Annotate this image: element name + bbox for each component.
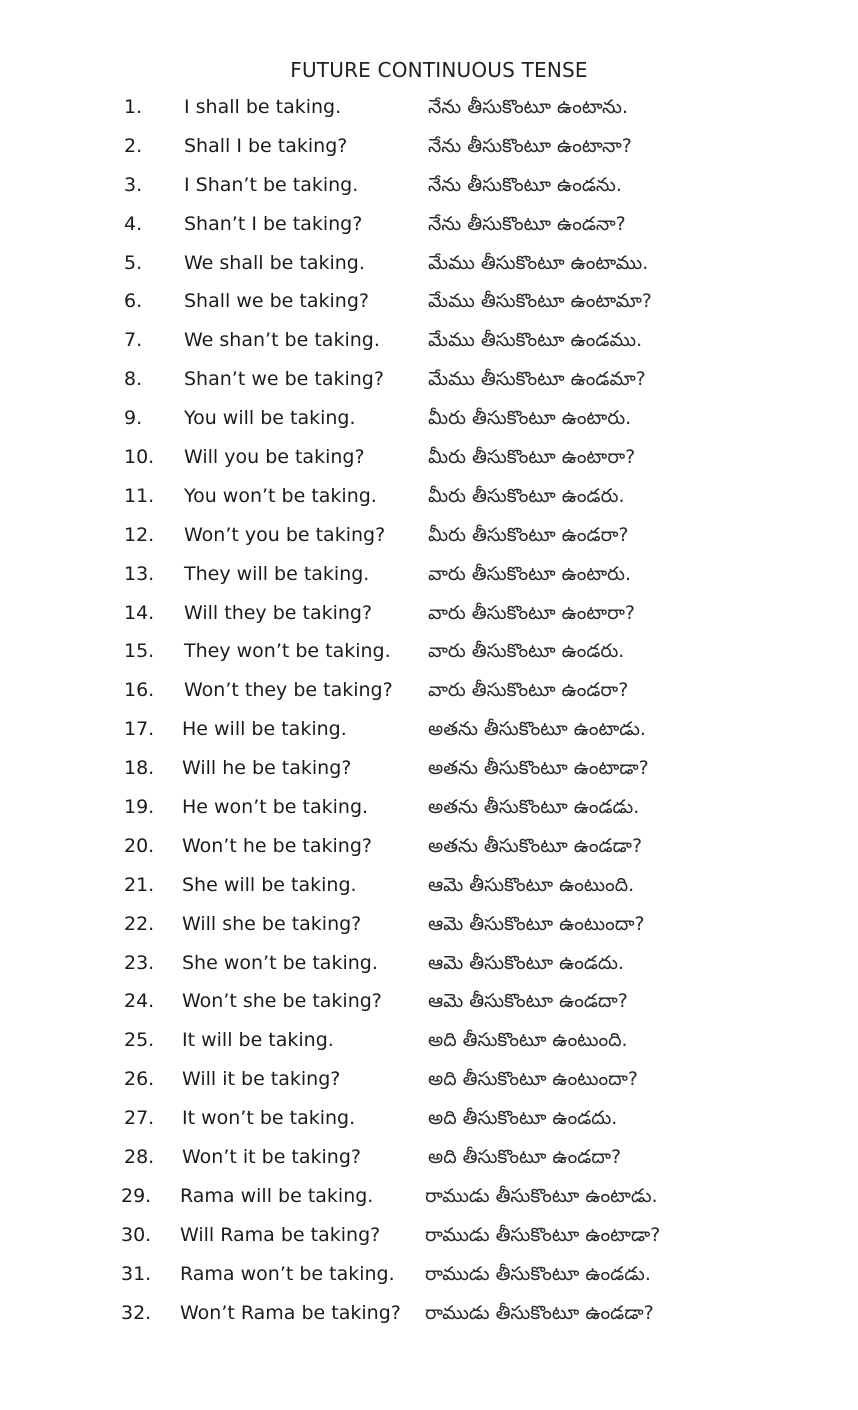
telugu-translation: అతను తీసుకొంటూ ఉంటాడా? <box>428 757 649 780</box>
item-number: 5. <box>124 251 143 274</box>
telugu-translation: మేము తీసుకొంటూ ఉండము. <box>428 329 643 352</box>
telugu-translation: ఆమె తీసుకొంటూ ఉండదు. <box>428 951 624 974</box>
item-number: 11. <box>124 484 155 507</box>
english-sentence: Won’t you be taking? <box>184 523 386 546</box>
item-number: 9. <box>124 407 143 430</box>
item-number: 21. <box>124 873 155 896</box>
list-item <box>0 205 858 244</box>
item-number: 29. <box>121 1184 152 1207</box>
list-item <box>0 594 858 633</box>
list-item <box>0 827 858 866</box>
item-number: 17. <box>124 718 155 741</box>
item-number: 15. <box>124 640 155 663</box>
english-sentence: Shall I be taking? <box>184 134 348 157</box>
telugu-translation: నేను తీసుకొంటూ ఉండను. <box>428 173 622 196</box>
item-number: 26. <box>124 1068 155 1091</box>
english-sentence: You won’t be taking. <box>184 484 377 507</box>
list-item <box>0 1216 858 1255</box>
telugu-translation: నేను తీసుకొంటూ ఉంటానా? <box>428 134 632 157</box>
item-number: 32. <box>121 1301 152 1324</box>
list-item <box>0 555 858 594</box>
list-item <box>0 516 858 555</box>
list-item <box>0 749 858 788</box>
item-number: 25. <box>124 1029 155 1052</box>
item-number: 3. <box>124 173 143 196</box>
list-item <box>0 1138 858 1177</box>
item-number: 30. <box>121 1223 152 1246</box>
list-item <box>0 360 858 399</box>
english-sentence: We shan’t be taking. <box>184 329 380 352</box>
telugu-translation: వారు తీసుకొంటూ ఉండరా? <box>428 679 629 702</box>
page-title: FUTURE CONTINUOUS TENSE <box>290 58 588 82</box>
item-number: 6. <box>124 290 143 313</box>
english-sentence: They will be taking. <box>184 562 370 585</box>
item-number: 16. <box>124 679 155 702</box>
list-item <box>0 127 858 166</box>
telugu-translation: అతను తీసుకొంటూ ఉండడా? <box>428 834 643 857</box>
english-sentence: Shan’t we be taking? <box>184 368 384 391</box>
english-sentence: Shall we be taking? <box>184 290 369 313</box>
item-number: 7. <box>124 329 143 352</box>
list-item <box>0 1099 858 1138</box>
list-item <box>0 671 858 710</box>
item-number: 1. <box>124 96 143 118</box>
telugu-translation: నేను తీసుకొంటూ ఉండనా? <box>428 212 626 235</box>
item-number: 14. <box>124 601 155 624</box>
list-item <box>0 88 858 127</box>
list-item <box>0 632 858 671</box>
telugu-translation: మేము తీసుకొంటూ ఉంటామా? <box>428 290 652 313</box>
english-sentence: Will Rama be taking? <box>180 1223 381 1246</box>
telugu-translation: రాముడు తీసుకొంటూ ఉండడా? <box>425 1301 654 1324</box>
list-item <box>0 1021 858 1060</box>
item-number: 10. <box>124 446 155 469</box>
telugu-translation: ఆమె తీసుకొంటూ ఉంటుందా? <box>428 912 645 935</box>
english-sentence: Won’t it be taking? <box>182 1146 361 1169</box>
english-sentence: He will be taking. <box>182 718 347 741</box>
item-number: 20. <box>124 834 155 857</box>
telugu-translation: అది తీసుకొంటూ ఉంటుందా? <box>428 1068 638 1091</box>
list-item <box>0 438 858 477</box>
list-item <box>0 866 858 905</box>
english-sentence: Rama won’t be taking. <box>180 1262 395 1285</box>
list-item <box>0 1255 858 1294</box>
item-number: 18. <box>124 757 155 780</box>
list-item <box>0 1177 858 1216</box>
telugu-translation: అది తీసుకొంటూ ఉండదు. <box>428 1107 618 1130</box>
telugu-translation: అతను తీసుకొంటూ ఉంటాడు. <box>428 718 646 741</box>
english-sentence: We shall be taking. <box>184 251 365 274</box>
item-number: 2. <box>124 134 143 157</box>
item-number: 23. <box>124 951 155 974</box>
list-item <box>0 905 858 944</box>
telugu-translation: మేము తీసుకొంటూ ఉంటాము. <box>428 251 649 274</box>
english-sentence: He won’t be taking. <box>182 796 369 819</box>
item-number: 22. <box>124 912 155 935</box>
item-number: 4. <box>124 212 143 235</box>
telugu-translation: వారు తీసుకొంటూ ఉంటారా? <box>428 601 636 624</box>
english-sentence: Rama will be taking. <box>180 1184 374 1207</box>
list-item <box>0 477 858 516</box>
item-number: 12. <box>124 523 155 546</box>
english-sentence: Will it be taking? <box>182 1068 341 1091</box>
telugu-translation: ఆమె తీసుకొంటూ ఉండదా? <box>428 990 628 1013</box>
english-sentence: I shall be taking. <box>184 96 342 118</box>
telugu-translation: అది తీసుకొంటూ ఉండదా? <box>428 1146 622 1169</box>
english-sentence: You will be taking. <box>184 407 356 430</box>
telugu-translation: అది తీసుకొంటూ ఉంటుంది. <box>428 1029 628 1052</box>
list-item <box>0 1060 858 1099</box>
english-sentence: Won’t she be taking? <box>182 990 382 1013</box>
list-item <box>0 321 858 360</box>
english-sentence: It will be taking. <box>182 1029 334 1052</box>
english-sentence: Won’t they be taking? <box>184 679 393 702</box>
telugu-translation: రాముడు తీసుకొంటూ ఉంటాడు. <box>425 1184 658 1207</box>
list-item <box>0 1294 858 1333</box>
telugu-translation: నేను తీసుకొంటూ ఉంటాను. <box>428 96 628 118</box>
list-item <box>0 166 858 205</box>
english-sentence: Will they be taking? <box>184 601 373 624</box>
item-number: 27. <box>124 1107 155 1130</box>
english-sentence: It won’t be taking. <box>182 1107 356 1130</box>
list-item <box>0 282 858 321</box>
item-number: 8. <box>124 368 143 391</box>
telugu-translation: వారు తీసుకొంటూ ఉండరు. <box>428 640 625 663</box>
telugu-translation: ఆమె తీసుకొంటూ ఉంటుంది. <box>428 873 635 896</box>
list-item <box>0 788 858 827</box>
item-number: 24. <box>124 990 155 1013</box>
sentence-list <box>0 88 858 1333</box>
list-item <box>0 244 858 283</box>
telugu-translation: మీరు తీసుకొంటూ ఉంటారా? <box>428 446 636 469</box>
telugu-translation: మీరు తీసుకొంటూ ఉండరు. <box>428 484 625 507</box>
telugu-translation: మీరు తీసుకొంటూ ఉండరా? <box>428 523 629 546</box>
english-sentence: They won’t be taking. <box>184 640 391 663</box>
english-sentence: She will be taking. <box>182 873 357 896</box>
item-number: 13. <box>124 562 155 585</box>
english-sentence: Will you be taking? <box>184 446 365 469</box>
list-item <box>0 982 858 1021</box>
telugu-translation: రాముడు తీసుకొంటూ ఉండడు. <box>425 1262 651 1285</box>
english-sentence: Won’t Rama be taking? <box>180 1301 401 1324</box>
list-item <box>0 710 858 749</box>
item-number: 31. <box>121 1262 152 1285</box>
english-sentence: Won’t he be taking? <box>182 834 372 857</box>
telugu-translation: అతను తీసుకొంటూ ఉండడు. <box>428 796 640 819</box>
item-number: 28. <box>124 1146 155 1169</box>
english-sentence: Shan’t I be taking? <box>184 212 363 235</box>
telugu-translation: రాముడు తీసుకొంటూ ఉంటాడా? <box>425 1223 661 1246</box>
english-sentence: Will he be taking? <box>182 757 352 780</box>
telugu-translation: వారు తీసుకొంటూ ఉంటారు. <box>428 562 632 585</box>
telugu-translation: మీరు తీసుకొంటూ ఉంటారు. <box>428 407 632 430</box>
english-sentence: She won’t be taking. <box>182 951 378 974</box>
english-sentence: Will she be taking? <box>182 912 362 935</box>
item-number: 19. <box>124 796 155 819</box>
english-sentence: I Shan’t be taking. <box>184 173 359 196</box>
list-item <box>0 399 858 438</box>
list-item <box>0 944 858 983</box>
telugu-translation: మేము తీసుకొంటూ ఉండమా? <box>428 368 646 391</box>
